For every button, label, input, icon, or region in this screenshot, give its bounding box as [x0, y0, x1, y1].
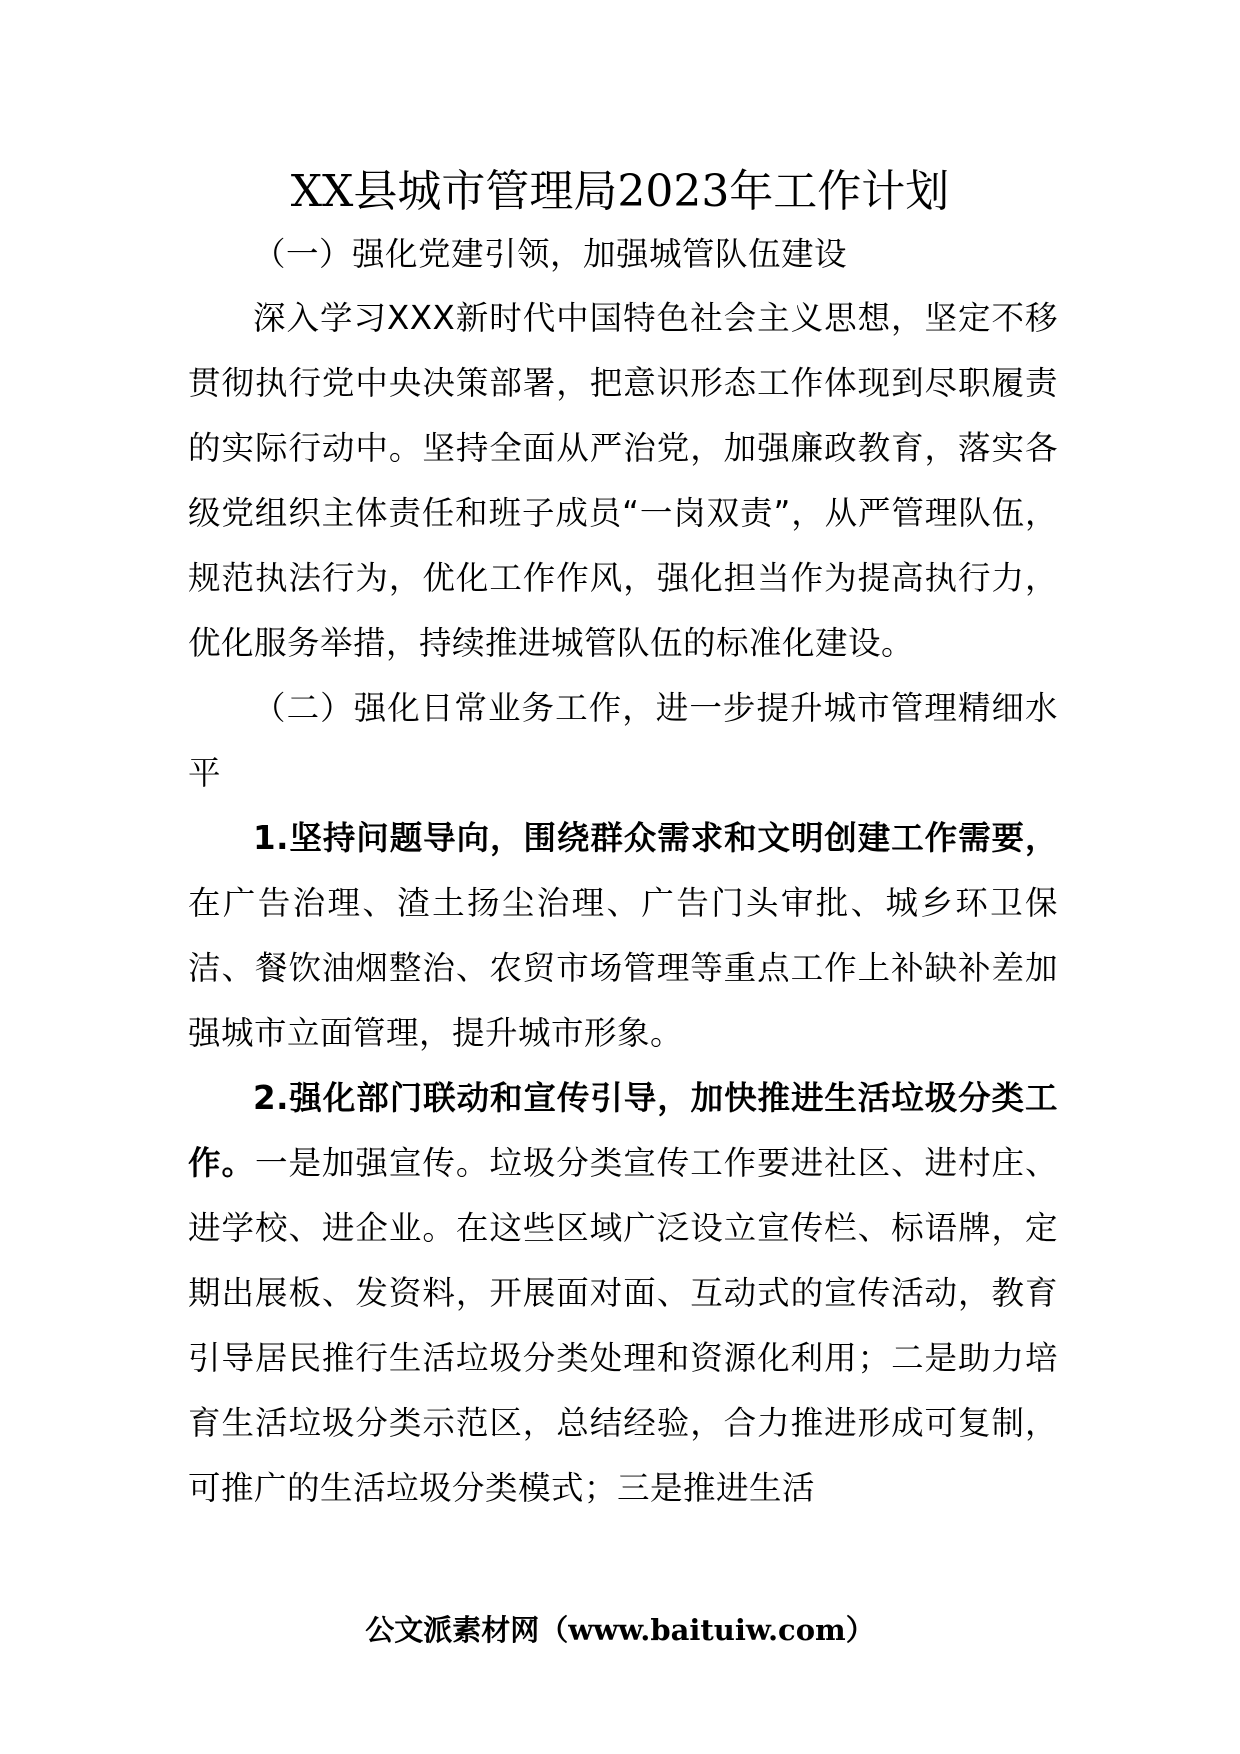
item-1-paragraph — [188, 806, 1058, 1066]
item-2-paragraph — [188, 1066, 1058, 1521]
footer-watermark: 公文派素材网（www.baituiw.com） — [365, 1613, 875, 1647]
section-2-heading: （二）强化日常业务工作，进一步提升城市管理精细水平 — [188, 689, 1058, 792]
document-body — [188, 228, 1058, 1521]
item-2-lead: 2.强化部门联动和宣传引导，加快推进生活垃圾分类工作。 — [188, 1079, 1058, 1182]
item-2-body: 一是加强宣传。垃圾分类宣传工作要进社区、进村庄、进学校、进企业。在这些区域广泛设立宣传栏、标语牌，定期出展板、发资料，开展面对面、互动式的宣传活动，教育引导居民推行生活垃圾分类处理和资源化利用；二是助力培育生活垃圾分类示范区，总结经验，合力推进形成可复制，可推广的生活垃圾分类模式；三是推进生活 — [188, 1144, 1058, 1507]
item-1-lead: 1.坚持问题导向，围绕群众需求和文明创建工作需要， — [253, 819, 1058, 857]
item-1-body: 在广告治理、渣土扬尘治理、广告门头审批、城乡环卫保洁、餐饮油烟整治、农贸市场管理等重点工作上补缺补差加强城市立面管理，提升城市形象。 — [188, 884, 1058, 1052]
section-1-paragraph: 深入学习XXX新时代中国特色社会主义思想，坚定不移贯彻执行党中央决策部署，把意识形态工作体现到尽职履责的实际行动中。坚持全面从严治党，加强廉政教育，落实各级党组织主体责任和班子成员“一岗双责”，从严管理队伍，规范执法行为，优化工作作风，强化担当作为提高执行力，优化服务举措，持续推进城管队伍的标准化建设。 — [188, 299, 1058, 662]
document-title: XX县城市管理局2023年工作计划 — [290, 166, 950, 217]
section-1-heading: （一）强化党建引领，加强城管队伍建设 — [253, 235, 848, 273]
